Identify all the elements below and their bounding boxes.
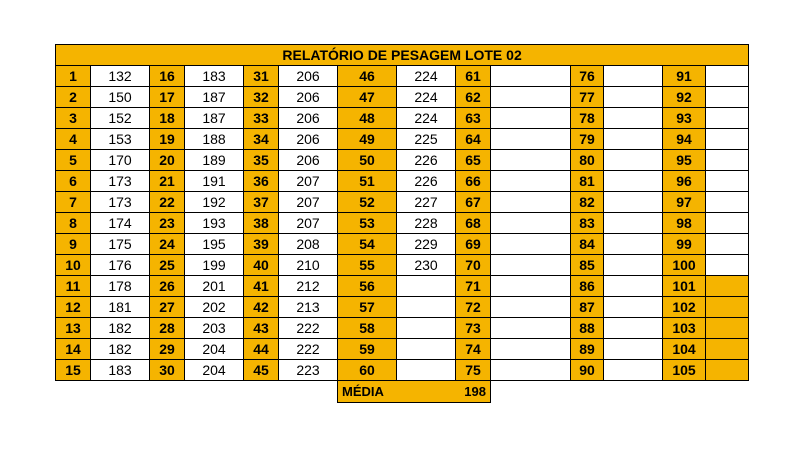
animal-number: 27 (150, 297, 185, 318)
animal-number: 104 (663, 339, 706, 360)
weight-value (604, 339, 663, 360)
animal-number: 11 (56, 276, 91, 297)
animal-number: 33 (244, 108, 279, 129)
animal-number: 52 (338, 192, 397, 213)
weight-value: 173 (91, 192, 150, 213)
animal-number: 95 (663, 150, 706, 171)
weight-value: 226 (397, 171, 456, 192)
animal-number: 56 (338, 276, 397, 297)
weight-value: 206 (279, 129, 338, 150)
animal-number: 29 (150, 339, 185, 360)
animal-number: 10 (56, 255, 91, 276)
weight-value (491, 297, 571, 318)
animal-number: 77 (571, 87, 604, 108)
weight-value: 228 (397, 213, 456, 234)
table-row (56, 150, 749, 171)
weight-value: 207 (279, 213, 338, 234)
weight-value: 204 (185, 360, 244, 381)
animal-number: 37 (244, 192, 279, 213)
weight-value (397, 276, 456, 297)
weight-value (491, 150, 571, 171)
table-row (56, 276, 749, 297)
weight-value (491, 171, 571, 192)
animal-number: 30 (150, 360, 185, 381)
table-row (56, 360, 749, 381)
animal-number: 82 (571, 192, 604, 213)
animal-number: 22 (150, 192, 185, 213)
weight-value: 174 (91, 213, 150, 234)
animal-number: 97 (663, 192, 706, 213)
animal-number: 99 (663, 234, 706, 255)
animal-number: 15 (56, 360, 91, 381)
weight-value: 176 (91, 255, 150, 276)
animal-number: 92 (663, 87, 706, 108)
weight-value (604, 255, 663, 276)
weight-value (604, 192, 663, 213)
weight-value (491, 108, 571, 129)
animal-number: 46 (338, 66, 397, 87)
weight-value: 202 (185, 297, 244, 318)
animal-number: 69 (456, 234, 491, 255)
animal-number: 1 (56, 66, 91, 87)
weight-value: 213 (279, 297, 338, 318)
animal-number: 4 (56, 129, 91, 150)
weight-value (491, 318, 571, 339)
table-row (56, 255, 749, 276)
animal-number: 65 (456, 150, 491, 171)
table-row (56, 213, 749, 234)
weight-value: 175 (91, 234, 150, 255)
animal-number: 60 (338, 360, 397, 381)
table-row (56, 171, 749, 192)
animal-number: 91 (663, 66, 706, 87)
weight-value (604, 213, 663, 234)
animal-number: 16 (150, 66, 185, 87)
animal-number: 43 (244, 318, 279, 339)
animal-number: 49 (338, 129, 397, 150)
weight-value: 229 (397, 234, 456, 255)
weight-value: 201 (185, 276, 244, 297)
weight-value: 173 (91, 171, 150, 192)
animal-number: 81 (571, 171, 604, 192)
animal-number: 44 (244, 339, 279, 360)
weight-value (604, 108, 663, 129)
weight-value: 182 (91, 339, 150, 360)
weight-value: 224 (397, 108, 456, 129)
animal-number: 7 (56, 192, 91, 213)
animal-number: 71 (456, 276, 491, 297)
animal-number: 76 (571, 66, 604, 87)
average-box (337, 381, 491, 403)
animal-number: 31 (244, 66, 279, 87)
table-row (56, 297, 749, 318)
weight-value (491, 339, 571, 360)
animal-number: 63 (456, 108, 491, 129)
weight-value (706, 360, 749, 381)
weight-value (706, 339, 749, 360)
weight-value (604, 66, 663, 87)
animal-number: 28 (150, 318, 185, 339)
average-value: 198 (464, 384, 486, 399)
animal-number: 51 (338, 171, 397, 192)
animal-number: 84 (571, 234, 604, 255)
animal-number: 93 (663, 108, 706, 129)
animal-number: 38 (244, 213, 279, 234)
weight-value (604, 150, 663, 171)
animal-number: 20 (150, 150, 185, 171)
weight-value (491, 213, 571, 234)
animal-number: 78 (571, 108, 604, 129)
weight-value: 183 (185, 66, 244, 87)
weight-value (706, 150, 749, 171)
animal-number: 100 (663, 255, 706, 276)
animal-number: 57 (338, 297, 397, 318)
weight-value (397, 339, 456, 360)
animal-number: 41 (244, 276, 279, 297)
animal-number: 35 (244, 150, 279, 171)
weight-value: 178 (91, 276, 150, 297)
animal-number: 70 (456, 255, 491, 276)
animal-number: 21 (150, 171, 185, 192)
animal-number: 50 (338, 150, 397, 171)
animal-number: 74 (456, 339, 491, 360)
animal-number: 48 (338, 108, 397, 129)
animal-number: 102 (663, 297, 706, 318)
animal-number: 86 (571, 276, 604, 297)
animal-number: 26 (150, 276, 185, 297)
weight-value (491, 192, 571, 213)
animal-number: 90 (571, 360, 604, 381)
weight-value (491, 255, 571, 276)
weight-value: 210 (279, 255, 338, 276)
weight-value: 230 (397, 255, 456, 276)
weight-value: 187 (185, 87, 244, 108)
animal-number: 103 (663, 318, 706, 339)
weight-value (706, 276, 749, 297)
weight-value (706, 297, 749, 318)
weight-value (491, 360, 571, 381)
table-row (56, 87, 749, 108)
animal-number: 25 (150, 255, 185, 276)
weight-value (706, 108, 749, 129)
animal-number: 14 (56, 339, 91, 360)
animal-number: 59 (338, 339, 397, 360)
animal-number: 45 (244, 360, 279, 381)
animal-number: 62 (456, 87, 491, 108)
animal-number: 32 (244, 87, 279, 108)
weight-value: 132 (91, 66, 150, 87)
weight-value: 206 (279, 108, 338, 129)
weight-value (706, 318, 749, 339)
animal-number: 47 (338, 87, 397, 108)
animal-number: 72 (456, 297, 491, 318)
weight-value (706, 129, 749, 150)
weight-value: 224 (397, 66, 456, 87)
animal-number: 79 (571, 129, 604, 150)
animal-number: 2 (56, 87, 91, 108)
weight-value: 170 (91, 150, 150, 171)
table-row (56, 66, 749, 87)
animal-number: 80 (571, 150, 604, 171)
table-row (56, 234, 749, 255)
weight-value: 203 (185, 318, 244, 339)
weighing-report (55, 44, 748, 399)
weight-value: 212 (279, 276, 338, 297)
animal-number: 40 (244, 255, 279, 276)
animal-number: 39 (244, 234, 279, 255)
animal-number: 13 (56, 318, 91, 339)
animal-number: 75 (456, 360, 491, 381)
weight-value: 192 (185, 192, 244, 213)
animal-number: 88 (571, 318, 604, 339)
weight-value (604, 129, 663, 150)
weight-value: 181 (91, 297, 150, 318)
weight-value: 153 (91, 129, 150, 150)
weight-value: 195 (185, 234, 244, 255)
weight-value (491, 66, 571, 87)
weight-value: 207 (279, 192, 338, 213)
weight-value (706, 66, 749, 87)
animal-number: 105 (663, 360, 706, 381)
weight-value (706, 234, 749, 255)
animal-number: 83 (571, 213, 604, 234)
animal-number: 9 (56, 234, 91, 255)
table-row (56, 129, 749, 150)
weight-value: 191 (185, 171, 244, 192)
animal-number: 19 (150, 129, 185, 150)
animal-number: 89 (571, 339, 604, 360)
animal-number: 61 (456, 66, 491, 87)
weight-value (397, 360, 456, 381)
weight-value (604, 234, 663, 255)
weight-value (706, 255, 749, 276)
animal-number: 73 (456, 318, 491, 339)
animal-number: 98 (663, 213, 706, 234)
weight-value (491, 87, 571, 108)
weight-value (604, 276, 663, 297)
weight-value: 207 (279, 171, 338, 192)
weight-value: 204 (185, 339, 244, 360)
animal-number: 66 (456, 171, 491, 192)
weight-value (706, 171, 749, 192)
animal-number: 24 (150, 234, 185, 255)
weight-value (706, 192, 749, 213)
table-row (56, 108, 749, 129)
animal-number: 34 (244, 129, 279, 150)
weight-value: 224 (397, 87, 456, 108)
animal-number: 42 (244, 297, 279, 318)
weight-value: 208 (279, 234, 338, 255)
average-label: MÉDIA (342, 384, 384, 399)
animal-number: 17 (150, 87, 185, 108)
weight-value: 222 (279, 318, 338, 339)
weight-value (604, 171, 663, 192)
weight-value: 206 (279, 87, 338, 108)
weight-value: 222 (279, 339, 338, 360)
animal-number: 101 (663, 276, 706, 297)
weight-value: 223 (279, 360, 338, 381)
weight-value (706, 213, 749, 234)
animal-number: 12 (56, 297, 91, 318)
animal-number: 96 (663, 171, 706, 192)
weight-value: 199 (185, 255, 244, 276)
weight-value: 206 (279, 66, 338, 87)
animal-number: 94 (663, 129, 706, 150)
weight-value (491, 129, 571, 150)
report-title: RELATÓRIO DE PESAGEM LOTE 02 (56, 45, 749, 66)
table-row (56, 339, 749, 360)
weight-value (604, 87, 663, 108)
weight-value: 225 (397, 129, 456, 150)
weight-value: 226 (397, 150, 456, 171)
weight-value: 150 (91, 87, 150, 108)
weight-value (491, 234, 571, 255)
weight-value: 188 (185, 129, 244, 150)
animal-number: 6 (56, 171, 91, 192)
weight-value (397, 297, 456, 318)
animal-number: 54 (338, 234, 397, 255)
animal-number: 53 (338, 213, 397, 234)
animal-number: 18 (150, 108, 185, 129)
weight-value: 183 (91, 360, 150, 381)
weight-value (604, 360, 663, 381)
animal-number: 23 (150, 213, 185, 234)
animal-number: 5 (56, 150, 91, 171)
weight-value (706, 87, 749, 108)
weight-value (604, 318, 663, 339)
animal-number: 58 (338, 318, 397, 339)
animal-number: 64 (456, 129, 491, 150)
weight-value: 189 (185, 150, 244, 171)
weight-value: 187 (185, 108, 244, 129)
weight-value: 193 (185, 213, 244, 234)
animal-number: 87 (571, 297, 604, 318)
animal-number: 36 (244, 171, 279, 192)
animal-number: 8 (56, 213, 91, 234)
weight-value: 227 (397, 192, 456, 213)
animal-number: 85 (571, 255, 604, 276)
weight-value: 182 (91, 318, 150, 339)
animal-number: 3 (56, 108, 91, 129)
weighing-table (55, 44, 749, 381)
animal-number: 55 (338, 255, 397, 276)
weight-value (397, 318, 456, 339)
animal-number: 68 (456, 213, 491, 234)
table-row (56, 318, 749, 339)
table-row (56, 192, 749, 213)
weight-value (491, 276, 571, 297)
weight-value: 152 (91, 108, 150, 129)
weight-value (604, 297, 663, 318)
animal-number: 67 (456, 192, 491, 213)
weight-value: 206 (279, 150, 338, 171)
